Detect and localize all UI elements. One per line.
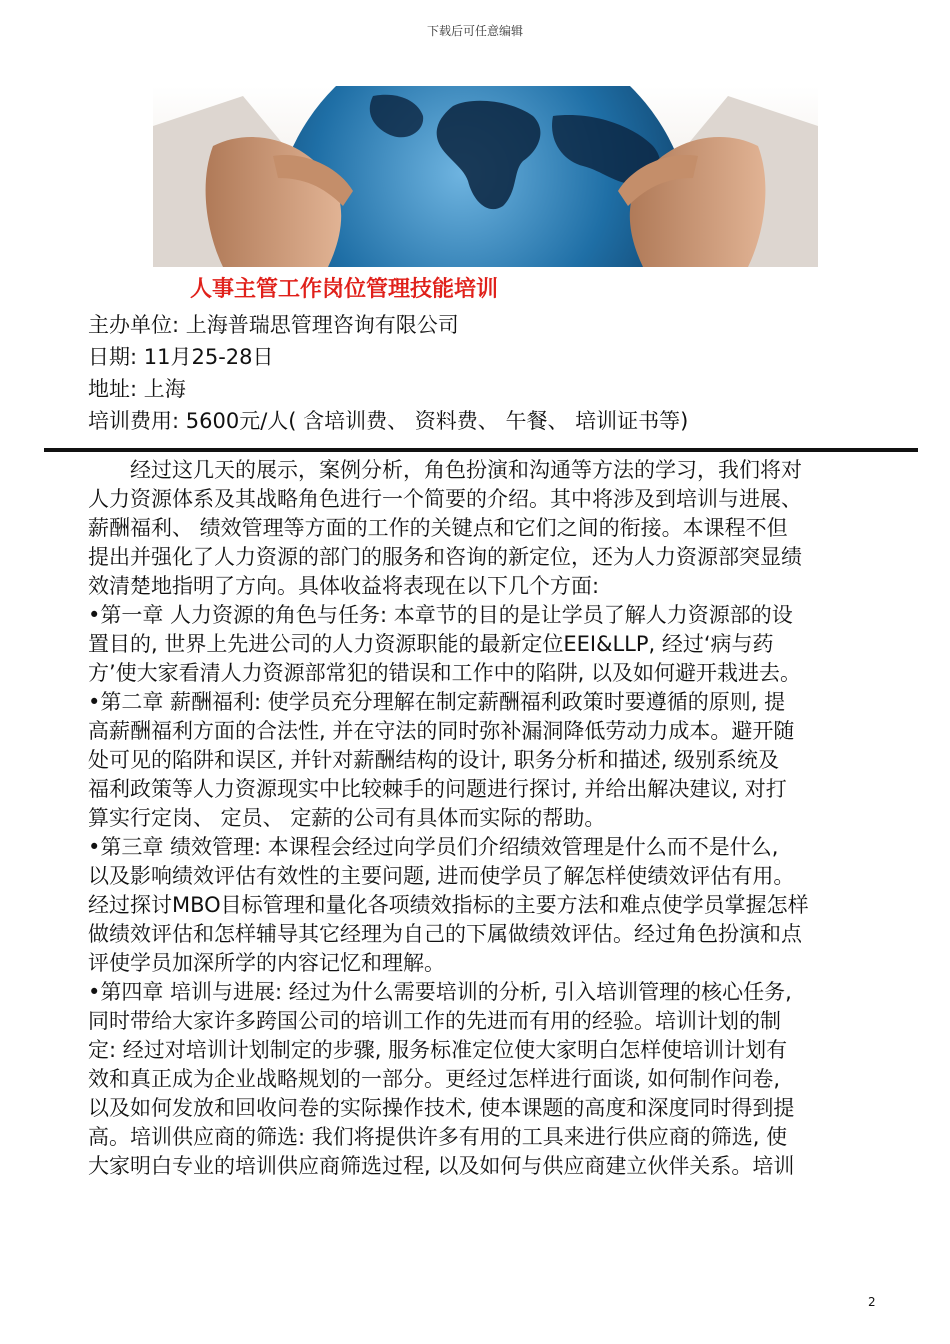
text-line: 效清楚地指明了方向。具体收益将表现在以下几个方面: — [88, 574, 600, 598]
fee-line: 培训费用: 5600元/人( 含培训费、 资料费、 午餐、 培训证书等) — [88, 409, 689, 433]
text-line: •第四章 培训与进展: 经过为什么需要培训的分析, 引入培训管理的核心任务, — [88, 980, 792, 1004]
text-line: 算实行定岗、 定员、 定薪的公司有具体而实际的帮助。 — [88, 806, 606, 830]
text-line: 提出并强化了人力资源的部门的服务和咨询的新定位，还为人力资源部突显绩 — [88, 545, 802, 569]
globe-in-hands-icon — [153, 86, 818, 267]
text-line: 效和真正成为企业战略规划的一部分。更经过怎样进行面谈, 如何制作问卷, — [88, 1067, 781, 1091]
text-line: 高薪酬福利方面的合法性, 并在守法的同时弥补漏洞降低劳动力成本。避开随 — [88, 719, 795, 743]
text-line: 方’使大家看清人力资源部常犯的错误和工作中的陷阱, 以及如何避开栽进去。 — [88, 661, 802, 685]
banner-image — [153, 86, 818, 267]
page-number: 2 — [868, 1295, 876, 1309]
page-title: 人事主管工作岗位管理技能培训 — [190, 277, 499, 302]
text-line: •第二章 薪酬福利: 使学员充分理解在制定薪酬福利政策时要遵循的原则, 提 — [88, 690, 786, 714]
page-header-note: 下载后可任意编辑 — [426, 24, 523, 38]
text-line: 置目的, 世界上先进公司的人力资源职能的最新定位EEI&LLP, 经过‘病与药 — [88, 632, 774, 656]
text-line: 经过探讨MBO目标管理和量化各项绩效指标的主要方法和难点使学员掌握怎样 — [88, 893, 809, 917]
organizer-line: 主办单位: 上海普瑞思管理咨询有限公司 — [88, 313, 459, 337]
text-line: 同时带给大家许多跨国公司的培训工作的先进而有用的经验。培训计划的制 — [88, 1009, 781, 1033]
date-line: 日期: 11月25-28日 — [88, 345, 274, 369]
text-line: 评使学员加深所学的内容记忆和理解。 — [88, 951, 445, 975]
course-description — [88, 456, 888, 1181]
text-line: 大家明白专业的培训供应商筛选过程, 以及如何与供应商建立伙伴关系。培训 — [88, 1154, 795, 1178]
text-line: 做绩效评估和怎样辅导其它经理为自己的下属做绩效评估。经过角色扮演和点 — [88, 922, 802, 946]
text-line: •第三章 绩效管理: 本课程会经过向学员们介绍绩效管理是什么而不是什么, — [88, 835, 779, 859]
text-line: 以及如何发放和回收问卷的实际操作技术, 使本课题的高度和深度同时得到提 — [88, 1096, 795, 1120]
text-line: 福利政策等人力资源现实中比较棘手的问题进行探讨, 并给出解决建议, 对打 — [88, 777, 787, 801]
text-line: 经过这几天的展示，案例分析，角色扮演和沟通等方法的学习，我们将对 — [130, 458, 802, 482]
section-divider — [44, 448, 918, 452]
text-line: 高。培训供应商的筛选: 我们将提供许多有用的工具来进行供应商的筛选, 使 — [88, 1125, 788, 1149]
text-line: 定: 经过对培训计划制定的步骤, 服务标准定位使大家明白怎样使培训计划有 — [88, 1038, 788, 1062]
text-line: 以及影响绩效评估有效性的主要问题, 进而使学员了解怎样使绩效评估有用。 — [88, 864, 795, 888]
text-line: 人力资源体系及其战略角色进行一个简要的介绍。其中将涉及到培训与进展、 — [88, 487, 802, 511]
address-line: 地址: 上海 — [88, 377, 186, 401]
text-line: 薪酬福利、 绩效管理等方面的工作的关键点和它们之间的衔接。本课程不但 — [88, 516, 788, 540]
text-line: 处可见的陷阱和误区, 并针对薪酬结构的设计, 职务分析和描述, 级别系统及 — [88, 748, 780, 772]
text-line: •第一章 人力资源的角色与任务: 本章节的目的是让学员了解人力资源部的设 — [88, 603, 793, 627]
